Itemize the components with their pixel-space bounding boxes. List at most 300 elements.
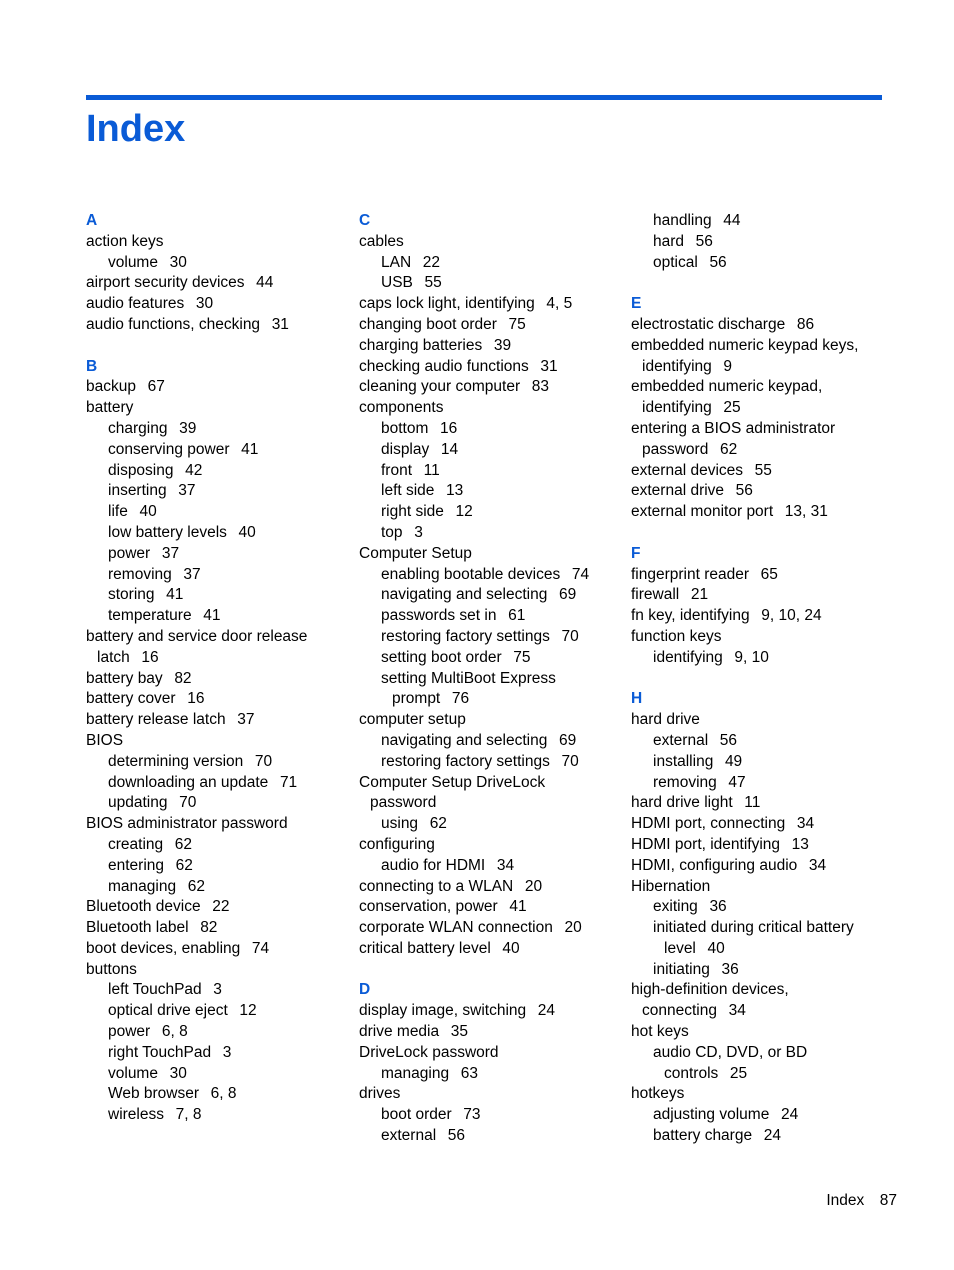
entry-text: volume <box>108 1064 158 1082</box>
entry-text: Hibernation <box>631 877 711 895</box>
index-entry <box>86 627 348 648</box>
entry-text: display <box>381 440 430 458</box>
entry-page-numbers: 44 <box>256 274 274 292</box>
entry-page-numbers: 76 <box>451 690 470 708</box>
index-subentry <box>86 1022 348 1043</box>
entry-text: battery cover <box>86 690 176 708</box>
index-subentry <box>86 440 348 461</box>
entry-text: restoring factory settings <box>381 752 550 770</box>
entry-page-numbers: 30 <box>195 295 214 313</box>
entry-text: top <box>381 523 403 541</box>
entry-page-numbers: 74 <box>571 565 590 583</box>
section-letter: C <box>359 212 371 229</box>
index-subentry <box>631 648 893 669</box>
entry-text: passwords set in <box>381 607 497 625</box>
entry-text: display image, switching <box>359 1002 527 1020</box>
entry-text: battery charge <box>653 1127 753 1145</box>
index-entry <box>631 627 893 648</box>
page-title: Index <box>86 108 186 150</box>
entry-text: using <box>381 815 419 833</box>
section-letter: B <box>86 357 98 375</box>
entry-text: conserving power <box>108 440 230 458</box>
index-entry <box>631 606 893 627</box>
entry-text: life <box>108 503 128 521</box>
entry-text: BIOS administrator password <box>86 815 288 833</box>
entry-text: fingerprint reader <box>631 565 750 583</box>
entry-page-numbers: 56 <box>719 731 738 749</box>
index-entry <box>631 419 893 440</box>
index-entry <box>359 357 621 378</box>
entry-page-numbers: 24 <box>537 1002 556 1020</box>
index-subentry <box>631 752 893 773</box>
index-subentry <box>631 939 893 960</box>
entry-text: setting boot order <box>381 648 502 666</box>
entry-text: drive media <box>359 1023 440 1041</box>
index-column-2 <box>359 211 621 1168</box>
entry-page-numbers: 20 <box>564 919 582 937</box>
entry-text: drives <box>359 1085 401 1103</box>
index-entry <box>631 856 893 877</box>
index-subentry <box>359 481 621 502</box>
entry-text: restoring factory settings <box>381 627 550 645</box>
entry-text: battery bay <box>86 669 163 687</box>
index-column-3 <box>631 211 893 1168</box>
entry-text: hard drive light <box>631 794 733 812</box>
entry-text: external <box>381 1127 437 1145</box>
entry-text: Bluetooth label <box>86 919 189 937</box>
index-entry <box>359 773 621 794</box>
entry-text: exiting <box>653 898 698 916</box>
entry-page-numbers: 12 <box>455 503 473 521</box>
index-entry <box>631 336 893 357</box>
entry-text: USB <box>381 274 413 292</box>
index-entry <box>631 1022 893 1043</box>
index-entry <box>86 897 348 918</box>
entry-page-numbers: 42 <box>185 461 203 479</box>
index-entry <box>631 877 893 898</box>
entry-page-numbers: 3 <box>222 1043 232 1061</box>
entry-text: battery <box>86 399 134 417</box>
entry-text: right side <box>381 503 444 521</box>
index-subentry <box>631 897 893 918</box>
entry-page-numbers: 9 <box>723 357 733 375</box>
entry-text: adjusting volume <box>653 1106 770 1124</box>
index-subentry <box>86 585 348 606</box>
entry-text: backup <box>86 378 136 396</box>
entry-page-numbers: 70 <box>561 752 579 770</box>
entry-text: HDMI port, connecting <box>631 815 786 833</box>
index-section <box>631 689 893 1147</box>
index-entry <box>359 1022 621 1043</box>
index-entry <box>359 918 621 939</box>
index-subentry <box>86 980 348 1001</box>
index-subentry <box>359 689 621 710</box>
entry-page-numbers: 39 <box>179 419 197 437</box>
index-subentry <box>359 253 621 274</box>
entry-page-numbers: 67 <box>147 378 165 396</box>
entry-text: computer setup <box>359 711 466 729</box>
entry-text: HDMI port, identifying <box>631 835 781 853</box>
index-entry <box>86 689 348 710</box>
entry-page-numbers: 55 <box>424 274 442 292</box>
entry-text: Computer Setup DriveLock <box>359 773 546 791</box>
entry-text: audio CD, DVD, or BD <box>653 1043 808 1061</box>
index-entry <box>359 544 621 565</box>
index-subentry <box>86 419 348 440</box>
entry-page-numbers: 70 <box>561 627 579 645</box>
entry-text: wireless <box>108 1106 164 1124</box>
index-entry <box>86 939 348 960</box>
entry-page-numbers: 11 <box>423 461 440 479</box>
entry-text: inserting <box>108 482 167 500</box>
index-entry <box>631 710 893 731</box>
entry-text: identifying <box>653 648 723 666</box>
index-subentry <box>86 856 348 877</box>
index-entry <box>631 502 893 523</box>
entry-page-numbers: 30 <box>169 1064 187 1082</box>
entry-text: BIOS <box>86 731 124 749</box>
entry-page-numbers: 62 <box>187 877 205 895</box>
entry-page-numbers: 49 <box>724 752 743 770</box>
entry-page-numbers: 21 <box>690 586 709 604</box>
index-column-1 <box>86 211 348 1147</box>
entry-text: connecting to a WLAN <box>359 877 514 895</box>
entry-text: left TouchPad <box>108 981 202 999</box>
entry-text: charging <box>108 419 168 437</box>
entry-page-numbers: 75 <box>513 648 531 666</box>
entry-text: charging batteries <box>359 336 483 354</box>
entry-text: corporate WLAN connection <box>359 919 553 937</box>
index-subentry <box>359 606 621 627</box>
entry-text: hard drive <box>631 711 700 729</box>
footer-label: Index <box>826 1192 865 1209</box>
index-subentry <box>359 627 621 648</box>
index-entry <box>359 336 621 357</box>
entry-text: temperature <box>108 607 192 625</box>
index-entry <box>86 273 348 294</box>
entry-text: changing boot order <box>359 315 497 333</box>
index-entry <box>86 669 348 690</box>
index-entry <box>86 710 348 731</box>
entry-text: storing <box>108 586 155 604</box>
entry-page-numbers: 24 <box>780 1106 799 1124</box>
index-subentry <box>631 960 893 981</box>
entry-text: cleaning your computer <box>359 378 521 396</box>
index-subentry <box>86 752 348 773</box>
index-entry <box>631 315 893 336</box>
entry-page-numbers: 16 <box>141 648 159 666</box>
entry-page-numbers: 39 <box>493 336 512 354</box>
entry-page-numbers: 74 <box>251 939 270 957</box>
entry-text: connecting <box>642 1002 717 1020</box>
index-subentry <box>359 669 621 690</box>
entry-text: Computer Setup <box>359 544 472 562</box>
entry-page-numbers: 31 <box>540 357 558 375</box>
entry-text: LAN <box>381 253 412 271</box>
entry-text: prompt <box>392 690 441 708</box>
index-entry <box>631 980 893 1001</box>
section-letter: E <box>631 295 642 313</box>
index-subentry <box>359 440 621 461</box>
entry-page-numbers: 41 <box>166 586 184 604</box>
entry-text: cables <box>359 232 404 250</box>
entry-page-numbers: 9, 10 <box>734 648 769 666</box>
entry-text: initiating <box>653 960 710 978</box>
entry-text: hot keys <box>631 1023 689 1041</box>
entry-page-numbers: 56 <box>709 253 727 271</box>
index-entry <box>631 357 893 378</box>
entry-page-numbers: 25 <box>729 1064 748 1082</box>
index-subentry <box>86 773 348 794</box>
entry-text: managing <box>381 1064 450 1082</box>
index-entry <box>359 793 621 814</box>
entry-text: entering <box>108 856 165 874</box>
index-entry <box>86 398 348 419</box>
index-subentry <box>631 731 893 752</box>
index-section <box>359 980 621 1146</box>
entry-text: password <box>642 440 709 458</box>
index-subentry <box>359 502 621 523</box>
entry-page-numbers: 34 <box>808 856 827 874</box>
entry-page-numbers: 62 <box>429 815 447 833</box>
index-entry <box>359 232 621 253</box>
entry-text: DriveLock password <box>359 1043 499 1061</box>
entry-text: action keys <box>86 232 164 250</box>
entry-text: optical <box>653 253 698 271</box>
index-subentry <box>631 1126 893 1147</box>
entry-text: components <box>359 399 444 417</box>
entry-page-numbers: 56 <box>735 482 753 500</box>
index-entry <box>359 939 621 960</box>
index-entry <box>631 814 893 835</box>
index-subentry <box>86 1001 348 1022</box>
index-subentry <box>359 856 621 877</box>
index-subentry <box>359 461 621 482</box>
entry-page-numbers: 6, 8 <box>210 1085 237 1103</box>
index-subentry <box>86 793 348 814</box>
entry-text: embedded numeric keypad, <box>631 378 823 396</box>
entry-text: bottom <box>381 419 429 437</box>
index-entry <box>86 294 348 315</box>
entry-page-numbers: 65 <box>760 565 778 583</box>
entry-text: battery and service door release <box>86 627 308 645</box>
entry-page-numbers: 31 <box>271 315 289 333</box>
index-subentry <box>86 481 348 502</box>
entry-text: battery release latch <box>86 711 226 729</box>
index-entry <box>359 294 621 315</box>
entry-text: navigating and selecting <box>381 586 548 604</box>
entry-text: external devices <box>631 461 744 479</box>
entry-text: identifying <box>642 399 712 417</box>
entry-page-numbers: 69 <box>558 731 577 749</box>
page-footer <box>826 1191 897 1211</box>
entry-page-numbers: 40 <box>139 503 157 521</box>
entry-text: external drive <box>631 482 725 500</box>
index-entry <box>631 461 893 482</box>
index-entry <box>631 481 893 502</box>
index-subentry <box>86 1064 348 1085</box>
entry-page-numbers: 69 <box>558 586 577 604</box>
index-section <box>359 211 621 960</box>
entry-text: audio for HDMI <box>381 856 486 874</box>
entry-text: Web browser <box>108 1085 200 1103</box>
index-entry <box>359 1043 621 1064</box>
entry-text: HDMI, configuring audio <box>631 856 798 874</box>
entry-text: function keys <box>631 627 722 645</box>
entry-text: hotkeys <box>631 1085 685 1103</box>
entry-text: volume <box>108 253 158 271</box>
entry-text: setting MultiBoot Express <box>381 669 556 687</box>
index-subentry <box>86 877 348 898</box>
entry-page-numbers: 56 <box>695 232 713 250</box>
entry-page-numbers: 36 <box>721 960 739 978</box>
entry-text: identifying <box>642 357 712 375</box>
title-rule <box>86 95 882 100</box>
index-section <box>86 357 348 1126</box>
index-entry <box>359 1084 621 1105</box>
index-subentry <box>631 1064 893 1085</box>
entry-page-numbers: 37 <box>178 482 196 500</box>
index-subentry <box>631 918 893 939</box>
index-subentry <box>631 1105 893 1126</box>
index-subentry <box>86 1084 348 1105</box>
entry-text: right TouchPad <box>108 1043 212 1061</box>
index-entry <box>359 897 621 918</box>
index-subentry <box>359 1064 621 1085</box>
entry-text: determining version <box>108 752 244 770</box>
index-subentry <box>86 1043 348 1064</box>
index-subentry <box>359 752 621 773</box>
entry-text: embedded numeric keypad keys, <box>631 336 859 354</box>
index-entry <box>359 377 621 398</box>
index-entry <box>86 731 348 752</box>
entry-text: removing <box>108 565 172 583</box>
entry-page-numbers: 13 <box>791 835 809 853</box>
entry-page-numbers: 73 <box>463 1106 481 1124</box>
index-subentry <box>359 1105 621 1126</box>
index-entry <box>631 377 893 398</box>
entry-page-numbers: 86 <box>796 315 815 333</box>
index-entry <box>86 960 348 981</box>
entry-page-numbers: 20 <box>524 877 543 895</box>
entry-page-numbers: 11 <box>744 794 761 812</box>
entry-page-numbers: 62 <box>719 440 738 458</box>
entry-text: Bluetooth device <box>86 898 201 916</box>
entry-page-numbers: 40 <box>502 939 520 957</box>
entry-page-numbers: 34 <box>728 1002 746 1020</box>
entry-text: boot order <box>381 1106 452 1124</box>
entry-text: caps lock light, identifying <box>359 295 535 313</box>
entry-text: hard <box>653 232 685 250</box>
entry-page-numbers: 56 <box>447 1127 466 1145</box>
entry-text: front <box>381 461 413 479</box>
entry-text: boot devices, enabling <box>86 939 241 957</box>
entry-text: fn key, identifying <box>631 607 750 625</box>
index-entry <box>86 648 348 669</box>
entry-text: external monitor port <box>631 503 774 521</box>
entry-page-numbers: 14 <box>440 440 459 458</box>
entry-text: optical drive eject <box>108 1002 228 1020</box>
entry-page-numbers: 37 <box>237 711 255 729</box>
entry-page-numbers: 13, 31 <box>784 503 828 521</box>
index-subentry <box>359 523 621 544</box>
index-section <box>631 211 893 273</box>
index-subentry <box>359 273 621 294</box>
entry-page-numbers: 34 <box>496 856 515 874</box>
index-entry <box>631 1001 893 1022</box>
index-subentry <box>359 565 621 586</box>
entry-page-numbers: 71 <box>279 773 298 791</box>
index-section <box>631 294 893 523</box>
entry-text: initiated during critical battery <box>653 919 854 937</box>
index-entry <box>631 398 893 419</box>
entry-page-numbers: 36 <box>709 898 727 916</box>
entry-text: latch <box>97 648 130 666</box>
index-subentry <box>631 1043 893 1064</box>
index-section <box>86 211 348 336</box>
entry-page-numbers: 24 <box>763 1127 781 1145</box>
index-entry <box>631 565 893 586</box>
index-entry <box>631 835 893 856</box>
index-entry <box>86 315 348 336</box>
index-entry <box>86 918 348 939</box>
entry-page-numbers: 9, 10, 24 <box>761 607 822 625</box>
index-subentry <box>86 835 348 856</box>
entry-page-numbers: 40 <box>707 939 725 957</box>
entry-text: critical battery level <box>359 939 491 957</box>
entry-text: low battery levels <box>108 523 227 541</box>
entry-page-numbers: 41 <box>509 898 527 916</box>
index-subentry <box>86 544 348 565</box>
entry-text: enabling bootable devices <box>381 565 561 583</box>
entry-page-numbers: 12 <box>239 1002 257 1020</box>
entry-page-numbers: 62 <box>174 835 193 853</box>
entry-page-numbers: 82 <box>200 919 218 937</box>
entry-page-numbers: 3 <box>414 523 423 541</box>
index-subentry <box>86 606 348 627</box>
entry-text: entering a BIOS administrator <box>631 419 836 437</box>
index-subentry <box>86 461 348 482</box>
index-entry <box>86 232 348 253</box>
index-subentry <box>359 1126 621 1147</box>
entry-page-numbers: 44 <box>723 212 741 229</box>
entry-page-numbers: 41 <box>203 607 221 625</box>
entry-text: controls <box>664 1064 719 1082</box>
entry-page-numbers: 41 <box>241 440 259 458</box>
index-entry <box>359 835 621 856</box>
entry-text: handling <box>653 212 712 229</box>
entry-page-numbers: 55 <box>754 461 772 479</box>
index-subentry <box>359 648 621 669</box>
entry-page-numbers: 6, 8 <box>161 1023 188 1041</box>
section-letter: H <box>631 690 643 708</box>
entry-page-numbers: 30 <box>169 253 187 271</box>
index-entry <box>86 377 348 398</box>
footer-page-number: 87 <box>879 1192 897 1209</box>
index-subentry <box>631 253 893 274</box>
entry-page-numbers: 3 <box>213 981 222 999</box>
entry-text: managing <box>108 877 177 895</box>
index-entry <box>359 710 621 731</box>
entry-page-numbers: 37 <box>183 565 201 583</box>
index-subentry <box>359 585 621 606</box>
entry-text: electrostatic discharge <box>631 315 786 333</box>
entry-page-numbers: 16 <box>187 690 205 708</box>
entry-text: firewall <box>631 586 680 604</box>
entry-page-numbers: 16 <box>440 419 458 437</box>
entry-text: left side <box>381 482 435 500</box>
index-subentry <box>86 253 348 274</box>
